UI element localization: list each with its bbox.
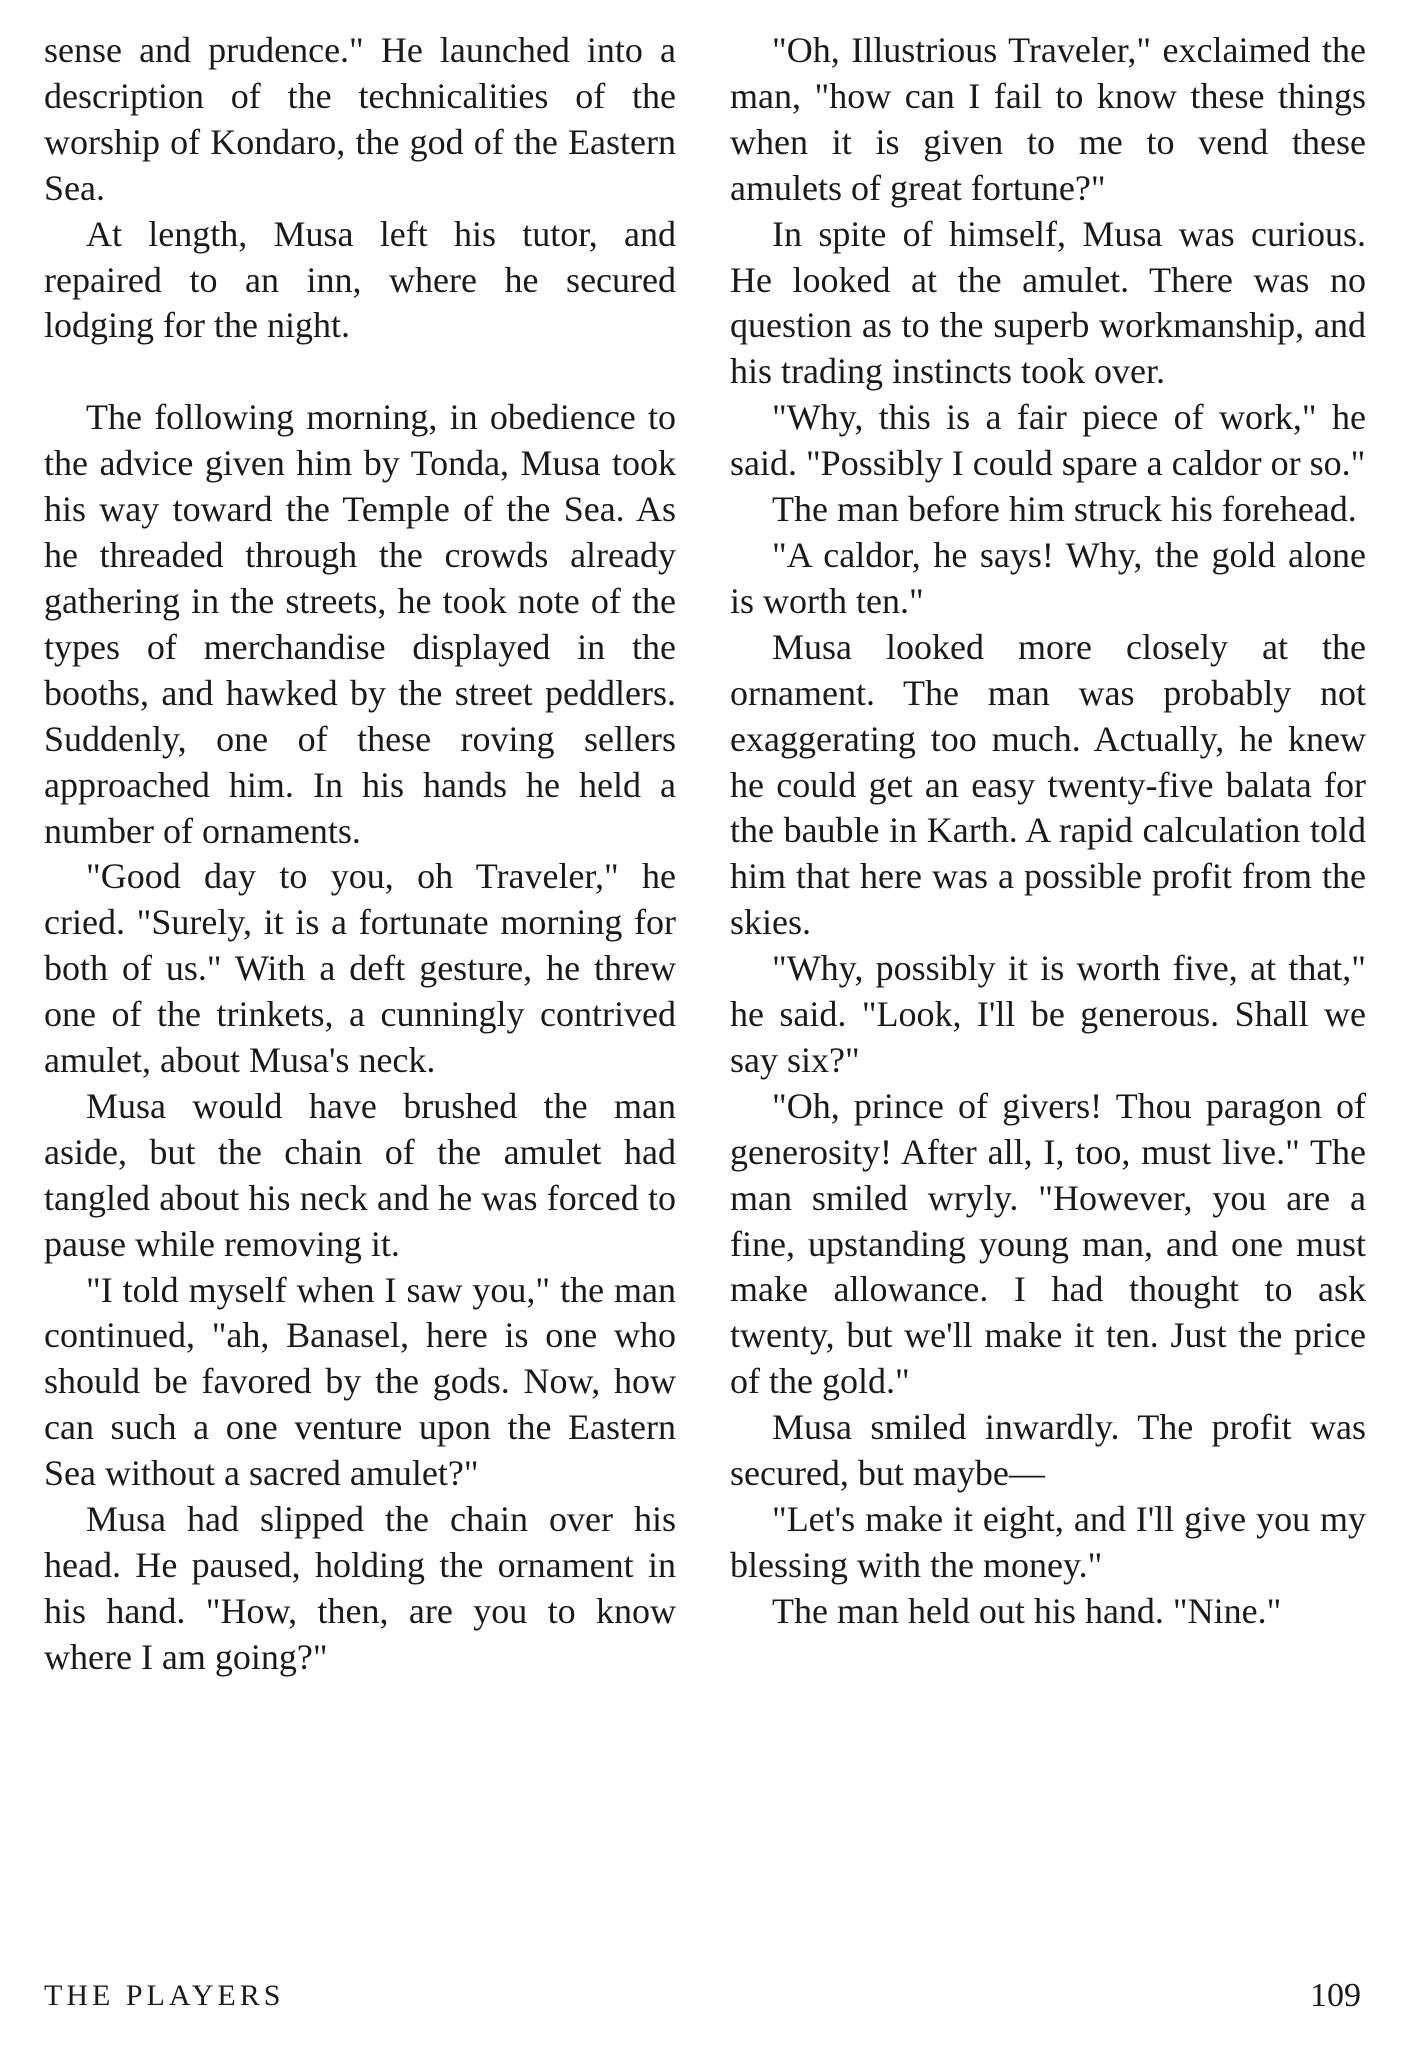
- paragraph: Musa looked more closely at the ornament. The man was probably not exaggerating too much. Actually, he knew he could get an easy twenty-five balata for the bauble in Karth. A rapid calculation told him that here was a possible profit from the skies.: [730, 626, 1366, 943]
- paragraph: "I told myself when I saw you," the man continued, "ah, Banasel, here is one who should be favored by the gods. Now, how can such a one venture upon the Eastern Sea without a sacred amulet?": [44, 1269, 676, 1494]
- left-column: [44, 28, 676, 1681]
- paragraph: "Why, possibly it is worth five, at that," he said. "Look, I'll be generous. Shall we say six?": [730, 948, 1366, 1080]
- paragraph: "Oh, Illustrious Traveler," exclaimed the man, "how can I fail to know these things when it is given to me to vend these amulets of great fortune?": [730, 30, 1366, 208]
- paragraph: The man held out his hand. "Nine.": [772, 1590, 1282, 1631]
- paragraph: Musa smiled inwardly. The profit was secured, but maybe—: [730, 1407, 1366, 1494]
- page-number: 109: [1310, 1977, 1361, 2014]
- paragraph: The following morning, in obedience to the advice given him by Tonda, Musa took his way toward the Temple of the Sea. As he threaded through the crowds already gathering in the streets, he took note of the types of merchandise displayed in the booths, and hawked by the street peddlers. Suddenly, one of these roving sellers approached him. In his hands he held a number of ornaments.: [44, 397, 676, 851]
- paragraph: In spite of himself, Musa was curious. He looked at the amulet. There was no question as to the superb workmanship, and his trading instincts took over.: [730, 213, 1366, 392]
- right-column: [730, 28, 1366, 1635]
- paragraph: "Good day to you, oh Traveler," he cried. "Surely, it is a fortunate morning for both of us." With a deft gesture, he threw one of the trinkets, a cunningly contrived amulet, about Musa's neck.: [44, 856, 676, 1081]
- paragraph: "Oh, prince of givers! Thou paragon of generosity! After all, I, too, must live." The man smiled wryly. "However, you are a fine, upstanding young man, and one must make allowance. I had thought to ask twenty, but we'll make it ten. Just the price of the gold.": [730, 1085, 1366, 1402]
- paragraph: "Let's make it eight, and I'll give you my blessing with the money.": [730, 1499, 1366, 1585]
- paragraph: "A caldor, he says! Why, the gold alone is worth ten.": [730, 534, 1366, 621]
- paragraph: "Why, this is a fair piece of work," he said. "Possibly I could spare a caldor or so.": [730, 397, 1366, 484]
- paragraph: Musa had slipped the chain over his head. He paused, holding the ornament in his hand. "How, then, are you to know where I am going?": [44, 1499, 676, 1677]
- paragraph: The man before him struck his forehead.: [772, 489, 1357, 530]
- paragraph: sense and prudence." He launched into a description of the technicalities of the worship of Kondaro, the god of the Eastern Sea.: [44, 30, 676, 208]
- paragraph: At length, Musa left his tutor, and repaired to an inn, where he secured lodging for the night.: [44, 213, 676, 346]
- paragraph: Musa would have brushed the man aside, but the chain of the amulet had tangled about his neck and he was forced to pause while removing it.: [44, 1085, 676, 1264]
- running-footer-title: THE PLAYERS: [44, 1979, 285, 2012]
